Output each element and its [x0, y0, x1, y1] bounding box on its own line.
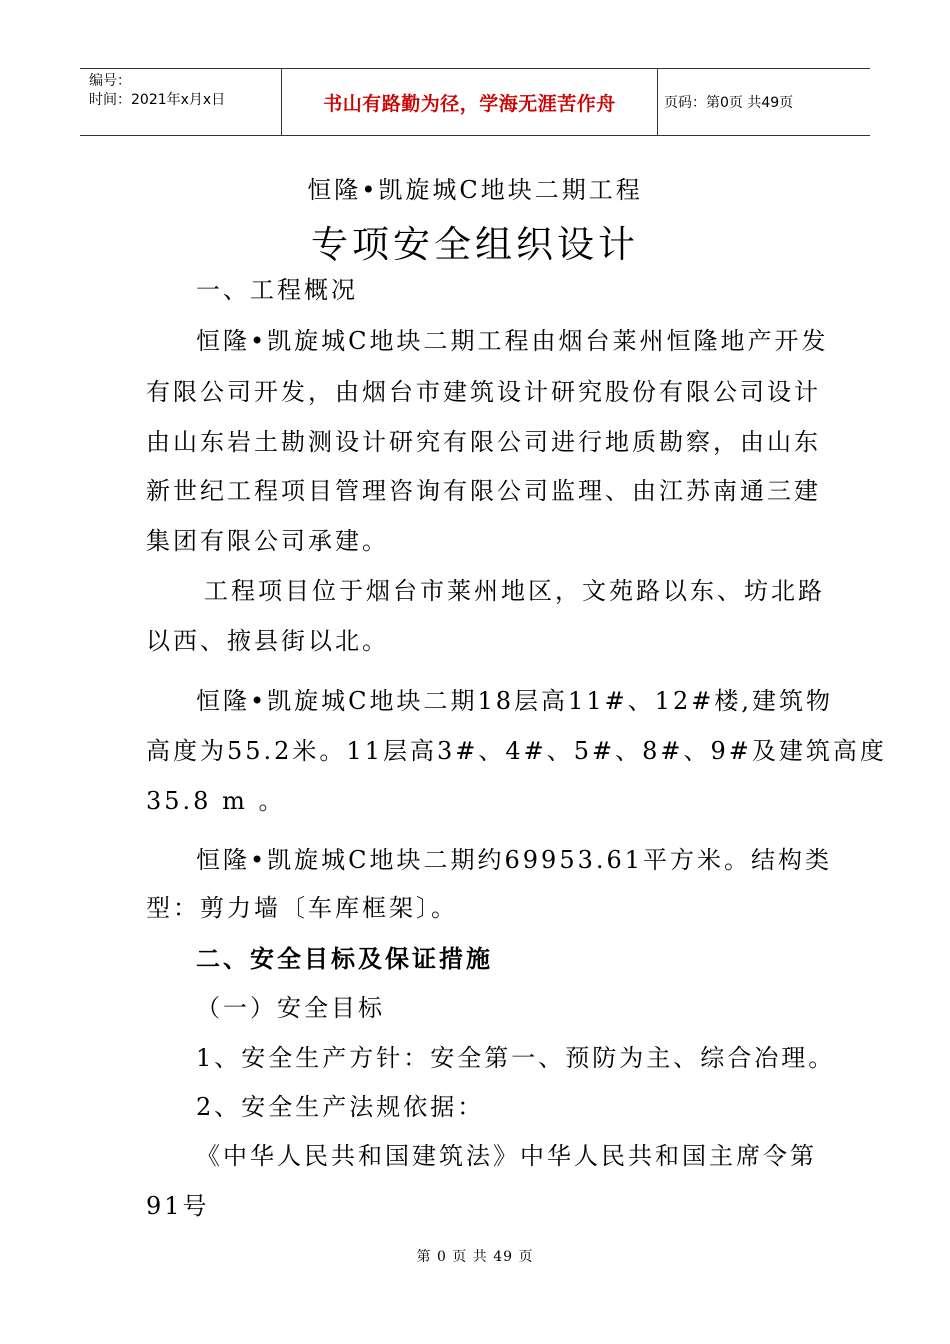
paragraph-line: 新世纪工程项目管理咨询有限公司监理、由江苏南通三建: [146, 477, 821, 505]
paragraph-line: 91号: [146, 1192, 210, 1220]
header-motto: 书山有路勤为径，学海无涯苦作舟: [282, 69, 658, 135]
paragraph-line: 恒隆•凯旋城C地块二期18层高11#、12#楼,建筑物: [196, 687, 833, 715]
list-item: 1、安全生产方针：安全第一、预防为主、综合冶理。: [196, 1044, 836, 1072]
paragraph-line: 恒隆•凯旋城C地块二期工程由烟台莱州恒隆地产开发: [196, 327, 829, 355]
document-title: 恒隆•凯旋城C地块二期工程: [307, 176, 643, 204]
paragraph-line: 集团有限公司承建。: [146, 527, 389, 555]
document-number-label: 编号：: [89, 73, 131, 89]
header-page-number: 页码：第0页 共49页: [664, 95, 794, 111]
section-heading-safety-goals: 二、安全目标及保证措施: [196, 945, 493, 973]
page-footer: 第 0 页 共 49 页: [416, 1249, 534, 1265]
paragraph-line: 以西、掖县街以北。: [146, 627, 389, 655]
paragraph-line: 《中华人民共和国建筑法》中华人民共和国主席令第: [196, 1142, 817, 1170]
document-subtitle: 专项安全组织设计: [311, 223, 639, 266]
list-item: 2、安全生产法规依据：: [196, 1093, 485, 1121]
paragraph-line: 工程项目位于烟台市莱州地区，文苑路以东、坊北路: [204, 577, 825, 605]
paragraph-line: 由山东岩土勘测设计研究有限公司进行地质勘察，由山东: [146, 428, 821, 456]
page-header: [80, 68, 870, 136]
paragraph-line: 型：剪力墙〔车库框架〕。: [146, 894, 458, 922]
section-heading-overview: 一、工程概况: [196, 276, 358, 304]
paragraph-line: 35.8 m 。: [146, 787, 286, 815]
subsection-heading: （一）安全目标: [196, 994, 385, 1022]
document-date-label: 时间：2021年x月x日: [89, 92, 226, 108]
header-meta: [80, 69, 282, 135]
paragraph-line: 恒隆•凯旋城C地块二期约69953.61平方米。结构类: [196, 846, 833, 874]
paragraph-line: 高度为55.2米。11层高3#、4#、5#、8#、9#及建筑高度: [146, 737, 887, 765]
paragraph-line: 有限公司开发，由烟台市建筑设计研究股份有限公司设计: [146, 378, 821, 406]
